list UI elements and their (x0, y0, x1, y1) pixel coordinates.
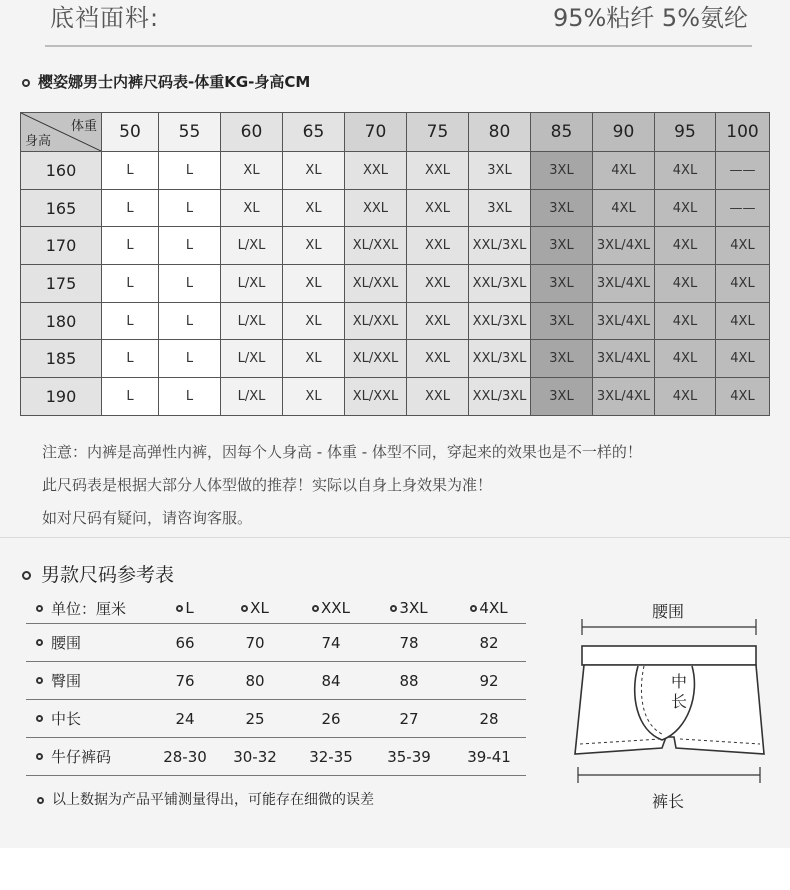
reference-value: 30-32 (233, 747, 277, 766)
height-cell: 190 (21, 378, 102, 416)
reference-row-label-text: 臀围 (51, 672, 82, 690)
size-header-text: XL (250, 599, 269, 617)
size-cell: 3XL (531, 302, 593, 340)
height-cell: 165 (21, 189, 102, 227)
size-cell: 3XL (531, 340, 593, 378)
corner-weight-label: 体重 (70, 119, 97, 134)
size-cell: 3XL (469, 189, 531, 227)
size-cell: 4XL (655, 340, 716, 378)
weight-header: 70 (345, 113, 407, 152)
size-cell: 4XL (716, 378, 770, 416)
weight-header: 50 (102, 113, 159, 152)
note-line: 此尺码表是根据大部分人体型做的推荐！实际以自身上身效果为准！ (42, 476, 493, 494)
waist-label: 腰围 (651, 602, 684, 621)
reference-title-text: 男款尺码参考表 (41, 564, 175, 586)
reference-value: 66 (175, 633, 195, 652)
section-divider (0, 537, 790, 538)
size-cell: XXL/3XL (469, 265, 531, 303)
size-cell: L/XL (221, 378, 283, 416)
reference-value: 27 (399, 709, 419, 728)
size-cell: XL (283, 378, 345, 416)
reference-row (26, 662, 526, 700)
size-cell: 4XL (655, 152, 716, 190)
circle-bullet-icon (176, 605, 183, 612)
size-cell: L (102, 152, 159, 190)
reference-row-label-text: 中长 (51, 710, 82, 728)
size-cell: L (159, 152, 221, 190)
size-cell: 4XL (716, 302, 770, 340)
weight-header-row (21, 113, 770, 152)
size-chart-row (21, 152, 770, 190)
reference-value: 39-41 (467, 747, 511, 766)
size-cell: 4XL (716, 265, 770, 303)
size-chart-row (21, 340, 770, 378)
size-cell: 3XL (531, 227, 593, 265)
size-cell: XL (283, 302, 345, 340)
note-line: 如对尺码有疑问，请咨询客服。 (42, 509, 253, 527)
reference-row (26, 738, 526, 776)
size-cell: XL (283, 340, 345, 378)
size-cell: L/XL (221, 302, 283, 340)
reference-value: 76 (175, 671, 195, 690)
size-cell: L/XL (221, 227, 283, 265)
reference-value: 28 (479, 709, 499, 728)
reference-value: 74 (321, 633, 341, 652)
size-cell: XXL (345, 152, 407, 190)
size-cell: 4XL (716, 340, 770, 378)
size-cell: XL/XXL (345, 227, 407, 265)
fabric-label: 底裆面料: (50, 4, 160, 32)
weight-header: 55 (159, 113, 221, 152)
reference-value: 84 (321, 671, 341, 690)
size-header (374, 593, 444, 623)
size-cell: 4XL (716, 227, 770, 265)
size-cell: L (159, 189, 221, 227)
weight-header: 75 (407, 113, 469, 152)
reference-row (26, 700, 526, 738)
size-chart-row (21, 227, 770, 265)
size-chart-table (20, 112, 770, 416)
size-cell: L (102, 340, 159, 378)
reference-row (26, 624, 526, 662)
reference-value: 26 (321, 709, 341, 728)
size-cell: XL/XXL (345, 340, 407, 378)
fabric-row (0, 0, 790, 40)
length-label: 裤长 (651, 792, 684, 811)
note-line: 注意：内裤是高弹性内裤，因每个人身高 - 体重 - 体型不同，穿起来的效果也是不一样的！ (42, 443, 642, 461)
size-cell: XL/XXL (345, 302, 407, 340)
size-cell: XXL (407, 152, 469, 190)
reference-table (26, 593, 526, 776)
size-cell: L (102, 302, 159, 340)
footer-band (0, 848, 790, 890)
mid-length-label: 中长 (670, 672, 687, 711)
weight-header: 60 (221, 113, 283, 152)
size-cell: XXL (407, 378, 469, 416)
size-cell: 3XL (469, 152, 531, 190)
size-cell: XL (283, 152, 345, 190)
reference-row-label (36, 700, 81, 737)
reference-value: 32-35 (309, 747, 353, 766)
height-cell: 180 (21, 302, 102, 340)
reference-value: 24 (175, 709, 195, 728)
size-cell: XL (283, 265, 345, 303)
corner-height-label: 身高 (25, 134, 52, 149)
reference-value: 35-39 (387, 747, 431, 766)
size-cell: 3XL/4XL (593, 227, 655, 265)
size-cell: XXL/3XL (469, 227, 531, 265)
size-cell: 4XL (655, 378, 716, 416)
size-cell: XXL/3XL (469, 340, 531, 378)
size-cell: L (102, 189, 159, 227)
size-cell: XL/XXL (345, 265, 407, 303)
weight-header: 95 (655, 113, 716, 152)
reference-header-row (26, 593, 526, 624)
size-cell: 4XL (593, 152, 655, 190)
size-cell: XXL (407, 265, 469, 303)
size-cell: 4XL (593, 189, 655, 227)
size-cell: XXL (407, 189, 469, 227)
size-cell: 4XL (655, 265, 716, 303)
size-chart-row (21, 265, 770, 303)
size-cell: XXL/3XL (469, 302, 531, 340)
size-cell: —— (716, 152, 770, 190)
footnote-text: 以上数据为产品平铺测量得出，可能存在细微的误差 (52, 792, 374, 808)
reference-value: 92 (479, 671, 499, 690)
size-cell: L (159, 227, 221, 265)
size-cell: 4XL (655, 302, 716, 340)
size-chart-row (21, 189, 770, 227)
circle-bullet-icon (470, 605, 477, 612)
size-cell: XL (221, 152, 283, 190)
size-cell: 3XL/4XL (593, 340, 655, 378)
reference-row-label (36, 738, 111, 775)
size-header-text: L (185, 599, 194, 617)
size-cell: XXL (345, 189, 407, 227)
divider (45, 45, 752, 47)
circle-bullet-icon (36, 639, 43, 646)
reference-value: 78 (399, 633, 419, 652)
size-chart-row (21, 302, 770, 340)
size-cell: XXL/3XL (469, 378, 531, 416)
size-cell: 3XL (531, 265, 593, 303)
height-cell: 160 (21, 152, 102, 190)
size-cell: 3XL/4XL (593, 378, 655, 416)
size-header-text: 3XL (399, 599, 428, 617)
size-cell: XXL (407, 340, 469, 378)
size-cell: L (102, 378, 159, 416)
size-cell: L (102, 227, 159, 265)
reference-row-label (36, 624, 81, 661)
size-chart-row (21, 378, 770, 416)
reference-title (22, 560, 174, 587)
reference-value: 70 (245, 633, 265, 652)
size-cell: XL (221, 189, 283, 227)
size-chart-title (22, 71, 310, 92)
size-header-text: XXL (321, 599, 350, 617)
fabric-value: 95%粘纤 5%氨纶 (552, 4, 748, 32)
weight-header: 80 (469, 113, 531, 152)
height-cell: 185 (21, 340, 102, 378)
circle-bullet-icon (312, 605, 319, 612)
size-cell: L (159, 378, 221, 416)
size-cell: 3XL/4XL (593, 302, 655, 340)
size-cell: L (159, 340, 221, 378)
size-cell: —— (716, 189, 770, 227)
unit-label (36, 593, 126, 623)
size-cell: 3XL (531, 152, 593, 190)
size-header (220, 593, 290, 623)
size-cell: L/XL (221, 340, 283, 378)
reference-value: 88 (399, 671, 419, 690)
weight-header: 90 (593, 113, 655, 152)
size-cell: XL (283, 227, 345, 265)
height-cell: 170 (21, 227, 102, 265)
circle-bullet-icon (37, 797, 44, 804)
size-chart-title-text: 樱姿娜男士内裤尺码表-体重KG-身高CM (38, 73, 311, 91)
size-cell: L (159, 302, 221, 340)
reference-value: 80 (245, 671, 265, 690)
weight-header: 85 (531, 113, 593, 152)
reference-row-label-text: 腰围 (51, 634, 82, 652)
reference-value: 82 (479, 633, 499, 652)
circle-bullet-icon (390, 605, 397, 612)
corner-header (21, 113, 102, 152)
size-cell: L (102, 265, 159, 303)
size-cell: XXL (407, 227, 469, 265)
size-cell: L (159, 265, 221, 303)
reference-row-label-text: 牛仔裤码 (51, 748, 112, 766)
size-cell: 3XL (531, 189, 593, 227)
size-cell: XL (283, 189, 345, 227)
reference-row-label (36, 662, 81, 699)
size-header (150, 593, 220, 623)
circle-bullet-icon (22, 571, 31, 580)
size-header (454, 593, 524, 623)
height-cell: 175 (21, 265, 102, 303)
size-cell: XXL (407, 302, 469, 340)
size-cell: 4XL (655, 227, 716, 265)
size-cell: XL/XXL (345, 378, 407, 416)
size-cell: L/XL (221, 265, 283, 303)
size-notes (42, 436, 642, 535)
weight-header: 100 (716, 113, 770, 152)
weight-header: 65 (283, 113, 345, 152)
circle-bullet-icon (241, 605, 248, 612)
briefs-measurement-diagram (570, 594, 770, 814)
unit-label-text: 单位：厘米 (51, 599, 127, 618)
circle-bullet-icon (36, 605, 43, 612)
size-cell: 4XL (655, 189, 716, 227)
size-cell: 3XL (531, 378, 593, 416)
circle-bullet-icon (22, 79, 30, 87)
circle-bullet-icon (36, 715, 43, 722)
circle-bullet-icon (36, 677, 43, 684)
reference-value: 28-30 (163, 747, 207, 766)
size-cell: 3XL/4XL (593, 265, 655, 303)
size-header (296, 593, 366, 623)
size-header-text: 4XL (479, 599, 508, 617)
circle-bullet-icon (36, 753, 43, 760)
reference-footnote (37, 789, 374, 809)
reference-value: 25 (245, 709, 265, 728)
